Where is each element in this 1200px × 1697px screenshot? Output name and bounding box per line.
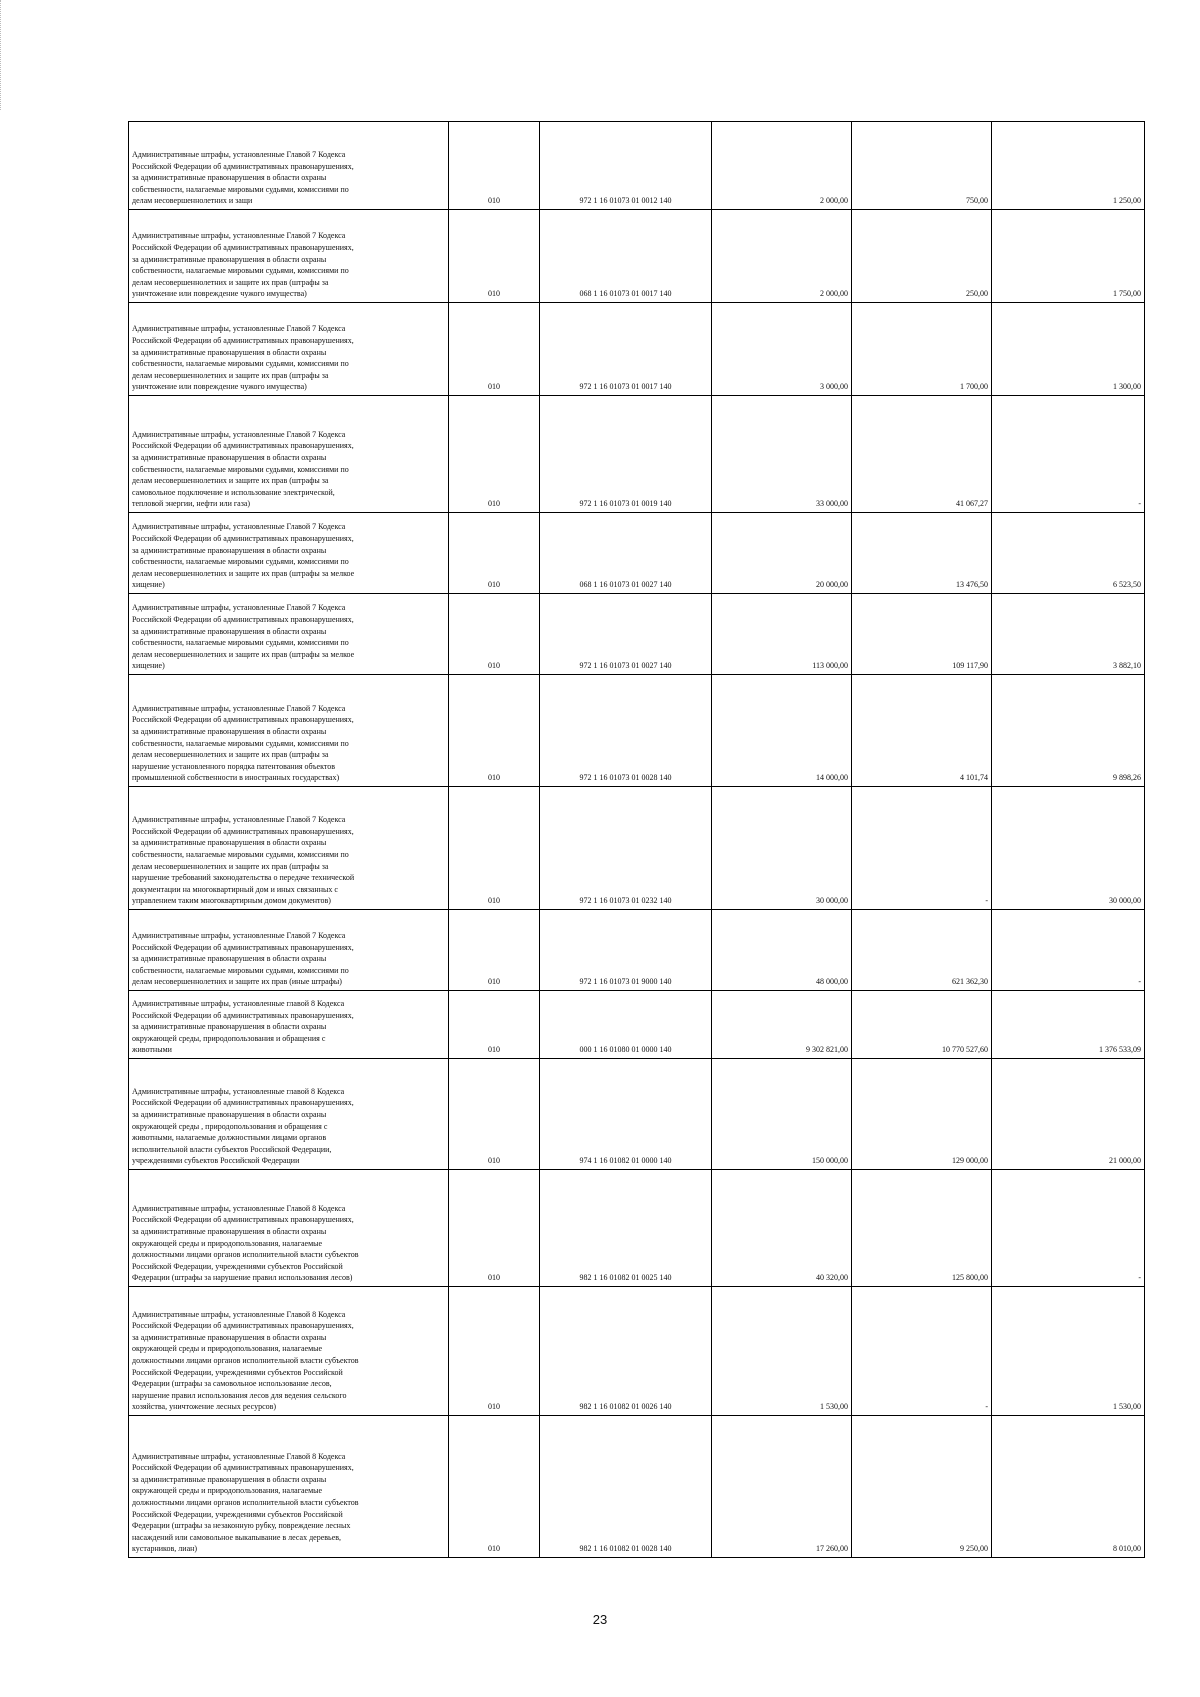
row-unexecuted-cell-text: 1 376 533,09 [1099,1045,1141,1055]
row-kbk-cell-text: 982 1 16 01082 01 0025 140 [579,1273,672,1283]
row-name-cell [129,210,449,303]
row-executed-cell-text: 9 250,00 [960,1544,988,1554]
row-code-cell [449,991,540,1059]
row-executed-cell-text: 129 000,00 [952,1156,988,1166]
row-code-cell-text: 010 [488,196,500,206]
row-approved-cell-text: 20 000,00 [816,580,848,590]
row-name-cell [129,1416,449,1558]
row-kbk-cell [540,787,712,910]
row-executed-cell-text: - [985,896,988,906]
row-unexecuted-cell-text: 1 530,00 [1113,1402,1141,1412]
row-executed-cell-text: 109 117,90 [952,661,988,671]
row-unexecuted-cell-text: 1 750,00 [1113,289,1141,299]
table-row [129,303,1145,396]
row-approved-cell-text: 48 000,00 [816,977,848,987]
row-approved-cell [712,991,852,1059]
row-unexecuted-cell [992,675,1145,787]
row-executed-cell-text: 1 700,00 [960,382,988,392]
row-code-cell [449,594,540,675]
row-executed-cell [852,1287,992,1416]
row-unexecuted-cell-text: 1 300,00 [1113,382,1141,392]
table-row [129,1416,1145,1558]
row-executed-cell [852,122,992,210]
row-kbk-cell [540,396,712,513]
row-name-cell [129,513,449,594]
revenue-table [128,121,1145,1558]
row-name-cell [129,1287,449,1416]
row-unexecuted-cell-text: 6 523,50 [1113,580,1141,590]
row-kbk-cell [540,210,712,303]
row-approved-cell-text: 17 260,00 [816,1544,848,1554]
page-number: 23 [592,1612,608,1627]
row-name-cell-text: Административные штрафы, установленные Главой 8 Кодекса Российской Федерации об административных правонарушениях, за административные правонарушения в области охраны окружающей среды и природопользования, налагаемые должностными лицами органов исполнительной власти субъектов Российской Федерации, учреждениями субъектов Российской Федерации (штрафы за самовольное использование лесов, нарушение правил использования лесов для ведения сельского хозяйства, уничтожение лесных ресурсов) [132,1309,359,1412]
row-kbk-cell [540,675,712,787]
row-code-cell-text: 010 [488,289,500,299]
row-kbk-cell-text: 972 1 16 01073 01 0232 140 [579,896,672,906]
row-approved-cell-text: 150 000,00 [812,1156,848,1166]
row-name-cell-text: Административные штрафы, установленные Главой 7 Кодекса Российской Федерации об административных правонарушениях, за административные правонарушения в области охраны собственности, налагаемые мировыми судьями, комиссиями по делам несовершеннолетних и защите их прав (штрафы за мелкое хищение) [132,603,355,671]
row-approved-cell [712,396,852,513]
row-unexecuted-cell-text: - [1138,977,1141,987]
row-kbk-cell [540,303,712,396]
row-approved-cell-text: 14 000,00 [816,773,848,783]
row-name-cell-text: Административные штрафы, установленные Главой 8 Кодекса Российской Федерации об административных правонарушениях, за административные правонарушения в области охраны окружающей среды и природопользования, налагаемые должностными лицами органов исполнительной власти субъектов Российской Федерации, учреждениями субъектов Российской Федерации (штрафы за нарушение правил использования лесов) [132,1203,359,1283]
row-kbk-cell [540,1170,712,1287]
row-executed-cell-text: 10 770 527,60 [942,1045,988,1055]
row-unexecuted-cell [992,787,1145,910]
row-name-cell-text: Административные штрафы, установленные Главой 8 Кодекса Российской Федерации об административных правонарушениях, за административные правонарушения в области охраны окружающей среды и природопользования, налагаемые должностными лицами органов исполнительной власти субъектов Российской Федерации, учреждениями субъектов Российской Федерации (штрафы за незаконную рубку, повреждение лесных насаждений или самовольное выкапывание в лесах деревьев, кустарников, лиан) [132,1451,359,1554]
row-unexecuted-cell [992,210,1145,303]
row-kbk-cell [540,1416,712,1558]
row-unexecuted-cell [992,594,1145,675]
row-approved-cell-text: 3 000,00 [820,382,848,392]
row-name-cell-text: Административные штрафы, установленные Главой 7 Кодекса Российской Федерации об административных правонарушениях, за административные правонарушения в области охраны собственности, налагаемые мировыми судьями, комиссиями по делам несовершеннолетних и защите их прав (штрафы за мелкое хищение) [132,522,355,590]
table-row [129,1170,1145,1287]
table-row [129,991,1145,1059]
row-name-cell-text: Административные штрафы, установленные Главой 7 Кодекса Российской Федерации об административных правонарушениях, за административные правонарушения в области охраны собственности, налагаемые мировыми судьями, комиссиями по делам несовершеннолетних и защите их прав (штрафы за самовольное подключение и использование электрической, тепловой энергии, нефти или газа) [132,429,354,509]
row-code-cell [449,787,540,910]
row-executed-cell-text: 125 800,00 [952,1273,988,1283]
row-approved-cell [712,122,852,210]
row-unexecuted-cell-text: 9 898,26 [1113,773,1141,783]
row-name-cell [129,1170,449,1287]
table-row [129,1059,1145,1170]
row-kbk-cell-text: 972 1 16 01073 01 0027 140 [579,661,672,671]
row-code-cell [449,675,540,787]
row-unexecuted-cell [992,122,1145,210]
row-approved-cell-text: 2 000,00 [820,196,848,206]
row-name-cell [129,396,449,513]
row-approved-cell [712,675,852,787]
table-row [129,787,1145,910]
row-approved-cell [712,1287,852,1416]
row-approved-cell-text: 40 320,00 [816,1273,848,1283]
row-unexecuted-cell-text: - [1138,1273,1141,1283]
row-unexecuted-cell [992,1170,1145,1287]
table-row [129,675,1145,787]
row-code-cell [449,1416,540,1558]
row-code-cell-text: 010 [488,896,500,906]
row-unexecuted-cell [992,910,1145,991]
row-name-cell [129,1059,449,1170]
row-kbk-cell [540,1287,712,1416]
row-executed-cell [852,675,992,787]
row-executed-cell [852,303,992,396]
row-approved-cell [712,1059,852,1170]
row-kbk-cell-text: 972 1 16 01073 01 0017 140 [579,382,672,392]
row-kbk-cell [540,594,712,675]
row-code-cell [449,1059,540,1170]
row-approved-cell [712,1416,852,1558]
row-unexecuted-cell-text: 1 250,00 [1113,196,1141,206]
row-name-cell-text: Административные штрафы, установленные главой 8 Кодекса Российской Федерации об административных правонарушениях, за административные правонарушения в области охраны окружающей среды , природопользования и обращения с животными, налагаемые должностными лицами органов исполнительной власти субъектов Российской Федерации, учреждениями субъектов Российской Федерации [132,1086,354,1166]
row-code-cell-text: 010 [488,1544,500,1554]
row-executed-cell-text: 750,00 [966,196,988,206]
row-code-cell [449,1287,540,1416]
row-kbk-cell-text: 972 1 16 01073 01 0019 140 [579,499,672,509]
row-approved-cell-text: 2 000,00 [820,289,848,299]
row-code-cell-text: 010 [488,580,500,590]
row-approved-cell [712,1170,852,1287]
row-name-cell-text: Административные штрафы, установленные Главой 7 Кодекса Российской Федерации об административных правонарушениях, за административные правонарушения в области охраны собственности, налагаемые мировыми судьями, комиссиями по делам несовершеннолетних и защите их прав (штрафы за нарушение требований законодательства о передаче технической документации на многоквартирный дом и иных связанных с управлением таким многоквартирным домом документов) [132,815,355,906]
table-row [129,910,1145,991]
row-code-cell-text: 010 [488,1402,500,1412]
row-code-cell-text: 010 [488,1156,500,1166]
row-code-cell [449,303,540,396]
row-executed-cell [852,1416,992,1558]
row-approved-cell-text: 33 000,00 [816,499,848,509]
table-row [129,513,1145,594]
row-kbk-cell-text: 972 1 16 01073 01 9000 140 [579,977,672,987]
row-name-cell-text: Административные штрафы, установленные главой 8 Кодекса Российской Федерации об административных правонарушениях, за административные правонарушения в области охраны окружающей среды, природопользования и обращения с животными [132,999,354,1055]
row-name-cell-text: Административные штрафы, установленные Главой 7 Кодекса Российской Федерации об административных правонарушениях, за административные правонарушения в области охраны собственности, налагаемые мировыми судьями, комиссиями по делам несовершеннолетних и защите их прав (штрафы за уничтожение или повреждение чужого имущества) [132,231,354,299]
table-row [129,1287,1145,1416]
row-name-cell-text: Административные штрафы, установленные Главой 7 Кодекса Российской Федерации об административных правонарушениях, за административные правонарушения в области охраны собственности, налагаемые мировыми судьями, комиссиями по делам несовершеннолетних и защите их прав (штрафы за нарушение установленного порядка патентования объектов промышленной собственности в иностранных государствах) [132,703,354,783]
row-executed-cell [852,396,992,513]
row-executed-cell [852,210,992,303]
row-unexecuted-cell [992,1059,1145,1170]
row-executed-cell-text: 250,00 [966,289,988,299]
row-executed-cell [852,1059,992,1170]
row-name-cell-text: Административные штрафы, установленные Главой 7 Кодекса Российской Федерации об административных правонарушениях, за административные правонарушения в области охраны собственности, налагаемые мировыми судьями, комиссиями по делам несовершеннолетних и защи [132,150,354,206]
row-code-cell [449,122,540,210]
row-code-cell-text: 010 [488,382,500,392]
row-approved-cell [712,787,852,910]
table-row [129,396,1145,513]
row-unexecuted-cell-text: 30 000,00 [1109,896,1141,906]
row-name-cell [129,787,449,910]
row-name-cell [129,594,449,675]
row-kbk-cell-text: 972 1 16 01073 01 0028 140 [579,773,672,783]
scan-margin-mark [0,0,3,110]
row-approved-cell [712,594,852,675]
row-approved-cell-text: 30 000,00 [816,896,848,906]
row-kbk-cell [540,910,712,991]
row-kbk-cell [540,122,712,210]
row-unexecuted-cell [992,1287,1145,1416]
row-unexecuted-cell [992,991,1145,1059]
row-code-cell-text: 010 [488,661,500,671]
row-executed-cell [852,513,992,594]
row-kbk-cell-text: 068 1 16 01073 01 0017 140 [579,289,672,299]
row-executed-cell-text: - [985,1402,988,1412]
report-sheet [128,121,1145,1558]
row-name-cell [129,675,449,787]
row-unexecuted-cell-text: - [1138,499,1141,509]
row-name-cell [129,122,449,210]
row-approved-cell [712,910,852,991]
row-unexecuted-cell-text: 21 000,00 [1109,1156,1141,1166]
row-code-cell-text: 010 [488,1045,500,1055]
row-unexecuted-cell-text: 8 010,00 [1113,1544,1141,1554]
row-executed-cell-text: 41 067,27 [956,499,988,509]
row-unexecuted-cell [992,1416,1145,1558]
row-approved-cell-text: 9 302 821,00 [806,1045,848,1055]
row-kbk-cell [540,513,712,594]
row-executed-cell [852,910,992,991]
row-code-cell [449,910,540,991]
table-row [129,122,1145,210]
row-executed-cell-text: 4 101,74 [960,773,988,783]
row-code-cell [449,1170,540,1287]
row-executed-cell [852,787,992,910]
row-kbk-cell [540,1059,712,1170]
row-approved-cell-text: 1 530,00 [820,1402,848,1412]
row-code-cell-text: 010 [488,499,500,509]
row-name-cell [129,303,449,396]
row-executed-cell [852,594,992,675]
row-unexecuted-cell [992,513,1145,594]
row-code-cell [449,210,540,303]
row-executed-cell [852,1170,992,1287]
row-kbk-cell-text: 972 1 16 01073 01 0012 140 [579,196,672,206]
row-name-cell [129,910,449,991]
row-executed-cell-text: 13 476,50 [956,580,988,590]
row-code-cell-text: 010 [488,773,500,783]
row-kbk-cell-text: 974 1 16 01082 01 0000 140 [579,1156,672,1166]
row-kbk-cell-text: 000 1 16 01080 01 0000 140 [579,1045,672,1055]
row-kbk-cell-text: 068 1 16 01073 01 0027 140 [579,580,672,590]
row-kbk-cell-text: 982 1 16 01082 01 0026 140 [579,1402,672,1412]
row-approved-cell [712,513,852,594]
row-code-cell [449,513,540,594]
row-unexecuted-cell [992,396,1145,513]
row-kbk-cell-text: 982 1 16 01082 01 0028 140 [579,1544,672,1554]
row-name-cell [129,991,449,1059]
row-unexecuted-cell [992,303,1145,396]
row-name-cell-text: Административные штрафы, установленные Главой 7 Кодекса Российской Федерации об административных правонарушениях, за административные правонарушения в области охраны собственности, налагаемые мировыми судьями, комиссиями по делам несовершеннолетних и защите их прав (иные штрафы) [132,931,354,987]
row-executed-cell [852,991,992,1059]
row-approved-cell [712,210,852,303]
row-approved-cell-text: 113 000,00 [812,661,848,671]
row-code-cell [449,396,540,513]
table-row [129,210,1145,303]
row-executed-cell-text: 621 362,30 [952,977,988,987]
row-name-cell-text: Административные штрафы, установленные Главой 7 Кодекса Российской Федерации об административных правонарушениях, за административные правонарушения в области охраны собственности, налагаемые мировыми судьями, комиссиями по делам несовершеннолетних и защите их прав (штрафы за уничтожение или повреждение чужого имущества) [132,324,354,392]
row-kbk-cell [540,991,712,1059]
row-approved-cell [712,303,852,396]
row-unexecuted-cell-text: 3 882,10 [1113,661,1141,671]
row-code-cell-text: 010 [488,1273,500,1283]
row-code-cell-text: 010 [488,977,500,987]
table-row [129,594,1145,675]
